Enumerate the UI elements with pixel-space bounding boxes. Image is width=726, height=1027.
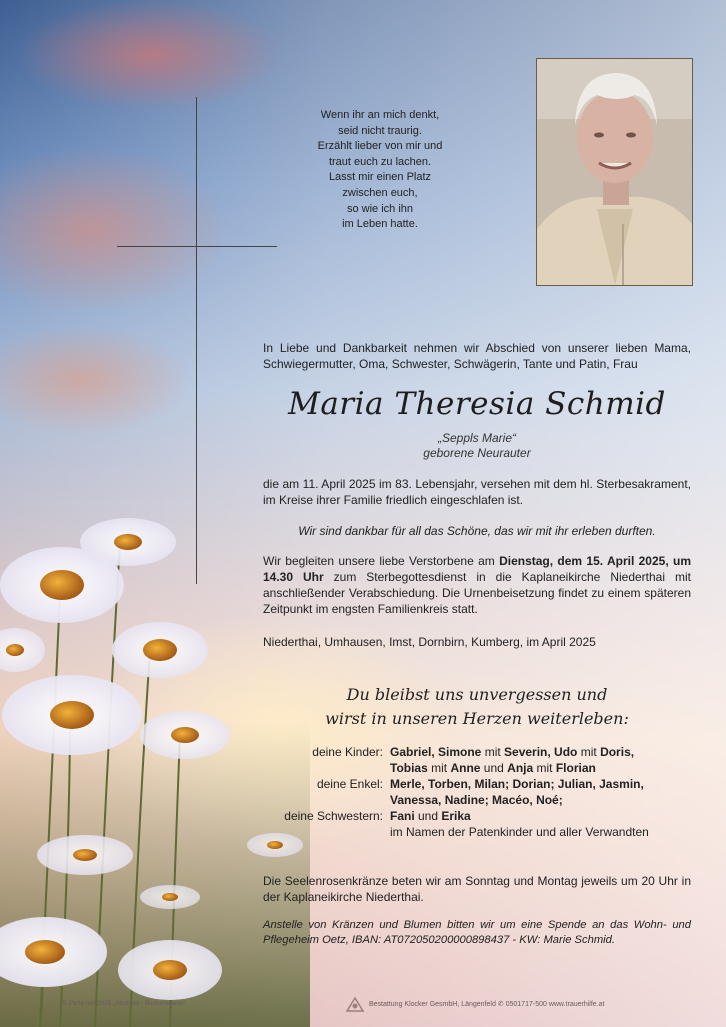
rosary-info: Die Seelenrosenkränze beten wir am Sonntag und Montag jeweils um 20 Uhr in der Kaplaneikirche Niederthai. (263, 874, 691, 904)
gratitude-line: Wir sind dankbar für all das Schöne, das wir mit ihr erleben durften. (298, 524, 656, 538)
poem-line: Lasst mir einen Platz (328, 171, 432, 184)
family-label: deine Schwestern: (284, 809, 383, 823)
maiden-name: geborene Neurauter (423, 446, 531, 460)
donation-request: Anstelle von Kränzen und Blumen bitten wir um eine Spende an das Wohn- und Pflegeheim Oetz, IBAN: AT072050200000898437 - KW: Marie Schmid. (263, 919, 691, 946)
daisy-flower (140, 711, 230, 759)
family-row-grandchildren (250, 776, 700, 792)
portrait-photo (536, 58, 693, 286)
funeral-home-text: Bestattung Klocker GesmbH, Längenfeld ✆ 0501717-500 www.trauerhilfe.at (369, 1001, 605, 1008)
family-names: Fani und Erika (390, 809, 471, 823)
funeral-text: Wir begleiten unsere liebe Verstorbene am (263, 554, 500, 568)
family-label: deine Enkel: (316, 777, 383, 791)
daisy-flower (118, 940, 222, 1000)
poem-line: Erzählt lieber von mir und (317, 140, 443, 153)
poem-line: Wenn ihr an mich denkt, (320, 109, 440, 121)
funeral-text: zum Sterbegottesdienst in die Kaplaneikirche Niederthai mit anschließender Verabschiedung. Die Urnenbeisetzung findet zu einem späteren Zeitpunkt im engsten Familienkreis statt. (263, 570, 691, 616)
family-names: Merle, Torben, Milan; Dorian; Julian, Jasmin, (390, 777, 644, 791)
family-row-children (250, 744, 700, 760)
family-list (250, 744, 700, 840)
poem-line: seid nicht traurig. (338, 124, 422, 137)
poem-line: im Leben hatte. (342, 218, 418, 231)
family-row-children-2 (250, 760, 700, 776)
daisy-flower (2, 675, 142, 755)
closing-line-2: wirst in unseren Herzen weiterleben: (325, 709, 629, 728)
portrait-illustration (537, 59, 692, 285)
cross-vertical-bar (196, 97, 197, 584)
funeral-date: Dienstag, dem 15. April 2025, um 14.30 Uhr (263, 554, 691, 584)
family-names: Tobias mit Anne und Anja mit Florian (390, 761, 596, 775)
family-row-sisters (250, 808, 700, 824)
daisy-flower (112, 622, 208, 678)
family-names: Gabriel, Simone mit Severin, Udo mit Doris, (390, 745, 635, 759)
daisy-flower (0, 628, 45, 672)
copyright-footer: © Parte.net 2025 „Abstrakt - Blumenwiese“ (62, 1000, 186, 1007)
family-names: Vanessa, Nadine; Macéo, Noé; (390, 793, 563, 807)
family-note: im Namen der Patenkinder und aller Verwandten (390, 825, 649, 839)
poem-line: zwischen euch, (342, 186, 418, 199)
daisy-flower (80, 518, 176, 566)
places-and-date: Niederthai, Umhausen, Imst, Dornbirn, Kumberg, im April 2025 (263, 635, 596, 649)
daisy-flower (37, 835, 133, 875)
memorial-poem (300, 108, 460, 233)
daisy-flower (140, 885, 200, 909)
intro-text: In Liebe und Dankbarkeit nehmen wir Abschied von unserer lieben Mama, Schwiegermutter, Oma, Schwester, Schwägerin, Tante und Patin, Frau (263, 341, 691, 371)
poem-line: so wie ich ihn (346, 202, 414, 215)
funeral-details (263, 553, 691, 617)
family-label: deine Kinder: (312, 745, 383, 759)
cross-horizontal-bar (117, 246, 277, 247)
family-row-grandchildren-2 (250, 792, 700, 808)
funeral-home-footer (345, 995, 604, 1013)
death-notice: die am 11. April 2025 im 83. Lebensjahr, versehen mit dem hl. Sterbesakrament, im Kreise ihrer Familie friedlich eingeschlafen ist. (263, 477, 691, 507)
closing-line-1: Du bleibst uns unvergessen und (346, 685, 608, 704)
deceased-nickname: „Seppls Marie“ (437, 431, 517, 445)
poem-line: traut euch zu lachen. (328, 155, 432, 168)
funeral-home-logo-icon (345, 995, 365, 1013)
deceased-name: Maria Theresia Schmid (288, 386, 666, 422)
